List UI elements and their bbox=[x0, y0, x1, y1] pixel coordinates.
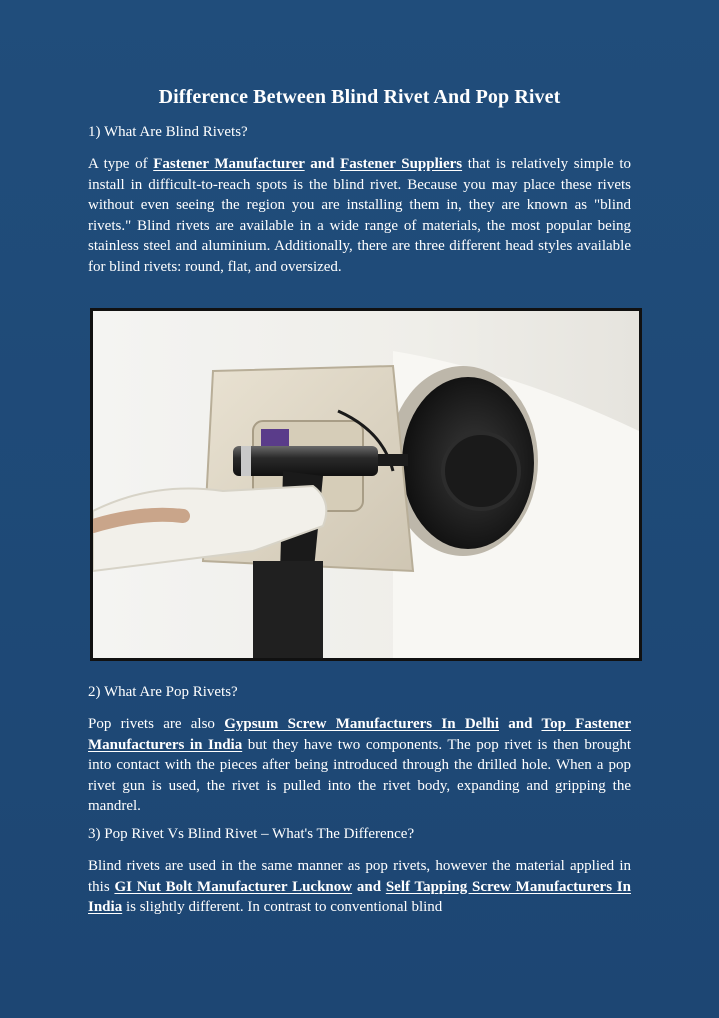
paragraph-text: A type of bbox=[88, 156, 154, 172]
conjunction-text: and bbox=[499, 716, 542, 732]
rivet-gun-illustration bbox=[93, 311, 639, 658]
link-fastener-manufacturer[interactable]: Fastener Manufacturer bbox=[153, 156, 305, 172]
section-heading-difference: 3) Pop Rivet Vs Blind Rivet – What's The Difference? bbox=[88, 826, 415, 842]
paragraph-pop-rivets bbox=[88, 714, 631, 817]
link-gi-nut-bolt-manufacturer[interactable]: GI Nut Bolt Manufacturer Lucknow bbox=[114, 878, 353, 895]
paragraph-text: Pop rivets are also bbox=[88, 716, 225, 732]
paragraph-text: but they have two components. The pop rivet is then brought into contact with the pieces after being introduced through the drilled hole. When a pop rivet gun is used, the rivet is pulled into the rivet body, expanding and gripping the mandrel. bbox=[88, 736, 631, 814]
conjunction-text: and bbox=[352, 878, 386, 895]
rivet-gun-photo bbox=[90, 308, 642, 661]
conjunction-text: and bbox=[304, 156, 341, 172]
section-heading-pop-rivets: 2) What Are Pop Rivets? bbox=[88, 684, 238, 700]
link-self-tapping-screw-manufacturers[interactable]: Self Tapping Screw Manufacturers In India bbox=[88, 878, 631, 915]
paragraph-text: Blind rivets are used in the same manner as pop rivets, however the material applied in this bbox=[88, 858, 631, 895]
link-top-fastener-manufacturers[interactable]: Top Fastener Manufacturers in India bbox=[88, 716, 631, 753]
paragraph-blind-rivets bbox=[88, 154, 631, 277]
page-title: Difference Between Blind Rivet And Pop Rivet bbox=[158, 86, 561, 108]
section-heading-blind-rivets: 1) What Are Blind Rivets? bbox=[88, 124, 248, 140]
paragraph-text: is slightly different. In contrast to conventional blind bbox=[122, 899, 443, 915]
link-fastener-suppliers[interactable]: Fastener Suppliers bbox=[340, 156, 463, 172]
paragraph-difference bbox=[88, 856, 631, 918]
paragraph-text: that is relatively simple to install in difficult-to-reach spots is the blind rivet. Because you may place these rivets without even seeing the region you are installing them in, they are known as "blind rivets." Blind rivets are available in a wide range of materials, the most popular being stainless steel and aluminium. Additionally, there are three different head styles available for blind rivets: round, flat, and oversized. bbox=[88, 156, 632, 275]
link-gypsum-screw-manufacturers[interactable]: Gypsum Screw Manufacturers In Delhi bbox=[224, 716, 500, 732]
